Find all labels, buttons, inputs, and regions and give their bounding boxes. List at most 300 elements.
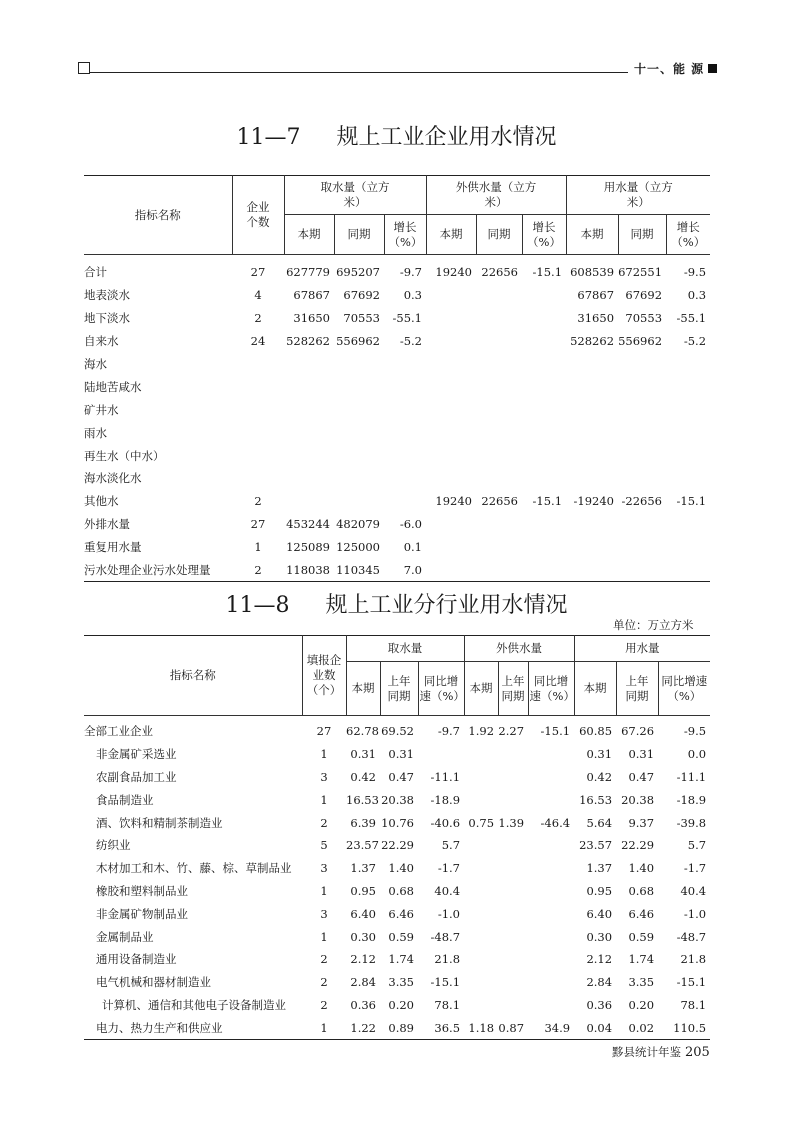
value-cell <box>528 857 574 880</box>
value-cell: 31650 <box>577 311 615 326</box>
row-label: 雨水 <box>84 425 107 440</box>
table-row <box>84 1016 710 1039</box>
value-cell <box>464 880 498 903</box>
value-cell: 31650 <box>293 311 330 326</box>
value-cell: -9.7 <box>437 724 461 739</box>
row-label: 陆地苦咸水 <box>84 379 142 394</box>
value-cell: 0.1 <box>403 540 422 555</box>
value-cell: 22.29 <box>381 838 414 853</box>
header-square-icon <box>78 62 90 74</box>
header-group-intake: 取水量（立方米） <box>284 176 426 215</box>
row-count-cell: 2 <box>254 563 262 578</box>
value-cell <box>666 444 710 467</box>
table-row <box>84 375 710 398</box>
value-cell <box>528 948 574 971</box>
value-cell: 23.57 <box>346 838 379 853</box>
value-cell: 1.74 <box>388 952 414 967</box>
value-cell <box>384 444 426 467</box>
row-label: 重复用水量 <box>84 540 142 555</box>
value-cell <box>464 971 498 994</box>
table-row <box>84 255 710 284</box>
value-cell: 1.40 <box>388 861 414 876</box>
value-cell: 2.27 <box>498 724 525 739</box>
value-cell: 34.9 <box>544 1020 571 1035</box>
value-cell: 67867 <box>293 288 330 303</box>
value-cell <box>666 536 710 559</box>
value-cell: 0.30 <box>350 929 376 944</box>
value-cell <box>334 444 384 467</box>
value-cell <box>522 421 566 444</box>
value-cell <box>498 834 528 857</box>
value-cell: 19240 <box>435 494 472 509</box>
row-label: 污水处理企业污水处理量 <box>84 563 211 578</box>
value-cell: 16.53 <box>346 792 379 807</box>
header-sub-current: 本期 <box>574 662 616 716</box>
value-cell: 5.64 <box>586 815 613 830</box>
value-cell: -40.6 <box>430 815 461 830</box>
header-sub-current: 本期 <box>566 215 618 255</box>
value-cell <box>476 513 522 536</box>
value-cell: -19240 <box>573 494 615 509</box>
table1-title <box>0 120 793 151</box>
row-count-cell: 2 <box>320 815 328 830</box>
value-cell: 0.36 <box>350 997 376 1012</box>
row-count-cell: 1 <box>320 1020 328 1035</box>
value-cell: 0.30 <box>586 929 613 944</box>
value-cell: -1.7 <box>683 861 707 876</box>
value-cell <box>476 398 522 421</box>
row-count-cell: 1 <box>320 929 328 944</box>
value-cell <box>418 743 464 766</box>
value-cell <box>284 444 334 467</box>
value-cell <box>384 467 426 490</box>
value-cell: 67.26 <box>621 724 655 739</box>
value-cell <box>426 421 476 444</box>
value-cell: 6.46 <box>388 906 414 921</box>
value-cell: -48.7 <box>676 929 707 944</box>
row-label: 酒、饮料和精制茶制造业 <box>96 815 223 830</box>
value-cell <box>334 375 384 398</box>
table-industrial-water-use <box>84 175 710 582</box>
value-cell: 0.68 <box>388 883 414 898</box>
value-cell: 1.22 <box>350 1020 376 1035</box>
row-count-cell <box>232 353 284 376</box>
header-group-supply: 外供水量 <box>464 636 574 662</box>
value-cell: -15.1 <box>430 975 461 990</box>
header-sub-growth: 增长（%） <box>384 215 426 255</box>
value-cell: 67692 <box>343 288 380 303</box>
table-row <box>84 536 710 559</box>
value-cell <box>426 330 476 353</box>
value-cell: -15.1 <box>540 724 571 739</box>
value-cell: 6.39 <box>350 815 376 830</box>
row-count-cell <box>232 444 284 467</box>
value-cell <box>522 467 566 490</box>
value-cell: -55.1 <box>676 311 707 326</box>
row-label: 海水淡化水 <box>84 471 142 486</box>
value-cell: 16.53 <box>579 792 613 807</box>
value-cell: 0.31 <box>388 747 414 762</box>
value-cell: 695207 <box>336 265 380 280</box>
value-cell: 556962 <box>618 334 663 349</box>
value-cell <box>464 766 498 789</box>
value-cell <box>498 971 528 994</box>
value-cell <box>284 467 334 490</box>
value-cell: 1.37 <box>586 861 613 876</box>
row-label: 地表淡水 <box>84 288 130 303</box>
value-cell <box>528 880 574 903</box>
value-cell <box>334 490 384 513</box>
table2-body <box>84 716 710 1040</box>
value-cell: 1.92 <box>468 724 495 739</box>
table-row <box>84 994 710 1017</box>
value-cell <box>566 536 618 559</box>
value-cell <box>464 948 498 971</box>
value-cell <box>384 398 426 421</box>
value-cell <box>334 398 384 421</box>
value-cell <box>384 375 426 398</box>
value-cell <box>334 421 384 444</box>
value-cell: 453244 <box>286 517 330 532</box>
table-row <box>84 284 710 307</box>
value-cell: 0.31 <box>628 747 655 762</box>
value-cell <box>464 994 498 1017</box>
value-cell: -9.7 <box>399 265 422 280</box>
value-cell: 23.57 <box>579 838 613 853</box>
value-cell: 1.74 <box>628 952 655 967</box>
header-sub-prior: 同期 <box>476 215 522 255</box>
value-cell <box>666 467 710 490</box>
value-cell: 0.47 <box>628 769 655 784</box>
value-cell <box>426 398 476 421</box>
table2-unit: 单位：万立方米 <box>613 618 694 632</box>
value-cell: 69.52 <box>381 724 414 739</box>
value-cell <box>528 766 574 789</box>
row-count-cell: 2 <box>254 311 262 326</box>
table-row <box>84 307 710 330</box>
value-cell <box>384 353 426 376</box>
header-sub-current: 本期 <box>284 215 334 255</box>
value-cell: -55.1 <box>392 311 422 326</box>
value-cell <box>426 559 476 582</box>
value-cell: 627779 <box>286 265 330 280</box>
value-cell <box>426 307 476 330</box>
value-cell <box>618 375 666 398</box>
row-label: 电力、热力生产和供应业 <box>96 1020 223 1035</box>
value-cell <box>284 421 334 444</box>
value-cell: 78.1 <box>680 997 707 1012</box>
value-cell <box>566 375 618 398</box>
value-cell: 0.20 <box>628 997 655 1012</box>
header-group-usage: 用水量 <box>574 636 710 662</box>
value-cell <box>528 834 574 857</box>
value-cell: 10.76 <box>381 815 414 830</box>
value-cell <box>618 421 666 444</box>
row-count-cell: 3 <box>320 906 328 921</box>
row-count-cell: 27 <box>316 724 332 739</box>
value-cell: -46.4 <box>540 815 571 830</box>
value-cell: 0.04 <box>586 1020 613 1035</box>
row-count-cell: 4 <box>254 288 262 303</box>
value-cell <box>618 513 666 536</box>
header-sub-prior: 同期 <box>334 215 384 255</box>
value-cell: -22656 <box>621 494 663 509</box>
value-cell <box>284 490 334 513</box>
value-cell: -1.7 <box>437 861 461 876</box>
table-row <box>84 353 710 376</box>
value-cell: 40.4 <box>680 883 707 898</box>
value-cell: 70553 <box>343 311 380 326</box>
value-cell: 110345 <box>336 563 380 578</box>
row-label: 自来水 <box>84 334 119 349</box>
value-cell: -11.1 <box>430 769 461 784</box>
value-cell <box>498 948 528 971</box>
table-row <box>84 971 710 994</box>
value-cell <box>498 766 528 789</box>
value-cell: -15.1 <box>676 975 707 990</box>
value-cell: 482079 <box>336 517 380 532</box>
row-count-cell: 24 <box>250 334 266 349</box>
table-row <box>84 444 710 467</box>
table2-number: 11—8 <box>225 593 290 618</box>
value-cell: 19240 <box>435 265 472 280</box>
value-cell <box>522 375 566 398</box>
value-cell <box>426 284 476 307</box>
header-sub-prior: 上年同期 <box>498 662 528 716</box>
value-cell <box>566 421 618 444</box>
row-count-cell: 2 <box>320 952 328 967</box>
value-cell: 0.36 <box>586 997 613 1012</box>
value-cell <box>528 902 574 925</box>
header-sub-prior: 上年同期 <box>616 662 658 716</box>
row-count-cell: 3 <box>320 861 328 876</box>
value-cell <box>522 513 566 536</box>
value-cell: -5.2 <box>683 334 707 349</box>
header-group-supply: 外供水量（立方米） <box>426 176 566 215</box>
value-cell: 70553 <box>625 311 663 326</box>
value-cell: 9.37 <box>628 815 655 830</box>
table-row <box>84 766 710 789</box>
chapter-label: 十一、能 源 <box>634 62 705 76</box>
value-cell: 1.39 <box>498 815 525 830</box>
table-row <box>84 513 710 536</box>
value-cell: 2.84 <box>350 975 376 990</box>
value-cell: 0.31 <box>586 747 613 762</box>
value-cell: 2.12 <box>350 952 376 967</box>
table1-title-text: 规上工业企业用水情况 <box>336 125 557 150</box>
value-cell <box>566 398 618 421</box>
value-cell: 0.75 <box>468 815 495 830</box>
value-cell <box>528 925 574 948</box>
value-cell <box>618 353 666 376</box>
table-row <box>84 559 710 582</box>
value-cell: -6.0 <box>399 517 422 532</box>
value-cell <box>464 834 498 857</box>
value-cell: 1.40 <box>628 861 655 876</box>
value-cell: 0.87 <box>498 1020 525 1035</box>
value-cell <box>522 284 566 307</box>
value-cell: 0.42 <box>350 769 376 784</box>
value-cell <box>618 536 666 559</box>
value-cell <box>476 307 522 330</box>
value-cell <box>426 513 476 536</box>
value-cell: 6.46 <box>628 906 655 921</box>
header-sub-prior: 上年同期 <box>380 662 418 716</box>
value-cell <box>476 330 522 353</box>
value-cell: 0.95 <box>586 883 613 898</box>
value-cell: 36.5 <box>434 1020 461 1035</box>
row-label: 纺织业 <box>96 838 131 853</box>
row-label: 金属制品业 <box>96 929 154 944</box>
row-count-cell: 1 <box>254 540 262 555</box>
value-cell: 22.29 <box>621 838 655 853</box>
value-cell: 672551 <box>618 265 663 280</box>
value-cell <box>528 971 574 994</box>
value-cell: 7.0 <box>403 563 422 578</box>
value-cell: 1.18 <box>468 1020 495 1035</box>
value-cell: 0.20 <box>388 997 414 1012</box>
header-sub-growth: 增长（%） <box>666 215 710 255</box>
value-cell <box>666 353 710 376</box>
row-count-cell: 5 <box>320 838 328 853</box>
header-sub-current: 本期 <box>464 662 498 716</box>
value-cell <box>666 559 710 582</box>
row-label: 橡胶和塑料制品业 <box>96 883 188 898</box>
value-cell: 2.84 <box>586 975 613 990</box>
value-cell: -9.5 <box>683 724 707 739</box>
value-cell <box>476 353 522 376</box>
value-cell <box>528 994 574 1017</box>
row-count-cell <box>232 375 284 398</box>
value-cell <box>528 743 574 766</box>
value-cell <box>284 353 334 376</box>
value-cell <box>522 398 566 421</box>
value-cell <box>666 513 710 536</box>
value-cell: 67867 <box>577 288 615 303</box>
value-cell <box>666 375 710 398</box>
value-cell <box>334 353 384 376</box>
value-cell <box>498 788 528 811</box>
value-cell <box>618 444 666 467</box>
value-cell <box>476 444 522 467</box>
value-cell: 21.8 <box>680 952 707 967</box>
footer-book-title: 黟县统计年鉴 <box>612 1045 681 1059</box>
value-cell <box>464 788 498 811</box>
value-cell <box>522 353 566 376</box>
value-cell: 528262 <box>570 334 615 349</box>
value-cell <box>284 398 334 421</box>
header-rule <box>90 72 628 73</box>
value-cell <box>464 743 498 766</box>
value-cell: -1.0 <box>437 906 461 921</box>
value-cell <box>464 925 498 948</box>
row-label: 地下淡水 <box>84 311 130 326</box>
table-row <box>84 467 710 490</box>
value-cell: 528262 <box>286 334 330 349</box>
value-cell <box>618 559 666 582</box>
value-cell: 60.85 <box>579 724 613 739</box>
table-row <box>84 880 710 903</box>
table-water-use-by-industry <box>84 635 710 1040</box>
value-cell: 21.8 <box>434 952 461 967</box>
value-cell: 118038 <box>286 563 330 578</box>
header-sub-yoy: 同比增速（%） <box>528 662 574 716</box>
value-cell <box>666 398 710 421</box>
header-reporting-count: 填报企业数（个） <box>302 636 346 716</box>
table-row <box>84 398 710 421</box>
value-cell <box>334 467 384 490</box>
value-cell <box>522 559 566 582</box>
chapter-header <box>634 60 717 77</box>
value-cell <box>426 375 476 398</box>
header-sub-yoy: 同比增速（%） <box>658 662 710 716</box>
value-cell <box>498 743 528 766</box>
value-cell <box>464 857 498 880</box>
row-label: 非金属矿物制品业 <box>96 906 188 921</box>
page-number: 205 <box>685 1045 710 1060</box>
table-row <box>84 902 710 925</box>
value-cell: 0.95 <box>350 883 376 898</box>
header-enterprise-count: 企业个数 <box>232 176 284 255</box>
row-label: 矿井水 <box>84 402 119 417</box>
value-cell <box>618 398 666 421</box>
row-count-cell: 27 <box>250 517 266 532</box>
value-cell <box>522 536 566 559</box>
value-cell: 0.68 <box>628 883 655 898</box>
value-cell: 0.3 <box>403 288 422 303</box>
table2-title <box>0 588 793 619</box>
value-cell: 125089 <box>286 540 330 555</box>
value-cell: 20.38 <box>381 792 414 807</box>
row-count-cell: 2 <box>320 975 328 990</box>
value-cell <box>566 353 618 376</box>
header-sub-prior: 同期 <box>618 215 666 255</box>
table-row <box>84 811 710 834</box>
value-cell <box>522 330 566 353</box>
value-cell: 0.47 <box>388 769 414 784</box>
value-cell <box>498 925 528 948</box>
value-cell: 556962 <box>336 334 380 349</box>
value-cell: 5.7 <box>687 838 707 853</box>
value-cell: 3.35 <box>388 975 414 990</box>
value-cell: 62.78 <box>346 724 379 739</box>
table-row <box>84 421 710 444</box>
table-row <box>84 716 710 743</box>
row-label: 其他水 <box>84 494 119 509</box>
value-cell: 40.4 <box>434 883 461 898</box>
value-cell: 6.40 <box>350 906 376 921</box>
value-cell: 125000 <box>336 540 380 555</box>
value-cell <box>566 444 618 467</box>
header-indicator-name: 指标名称 <box>84 636 302 716</box>
value-cell: 0.3 <box>687 288 707 303</box>
value-cell <box>498 880 528 903</box>
row-label: 计算机、通信和其他电子设备制造业 <box>102 997 286 1012</box>
table-row <box>84 948 710 971</box>
value-cell: -18.9 <box>430 792 461 807</box>
row-count-cell <box>232 467 284 490</box>
row-count-cell: 27 <box>250 265 266 280</box>
value-cell <box>528 788 574 811</box>
value-cell: 1.37 <box>350 861 376 876</box>
value-cell: 78.1 <box>434 997 461 1012</box>
value-cell: 67692 <box>625 288 663 303</box>
row-count-cell: 2 <box>320 997 328 1012</box>
table-row <box>84 788 710 811</box>
value-cell <box>498 857 528 880</box>
value-cell: -39.8 <box>676 815 707 830</box>
value-cell: 0.02 <box>628 1020 655 1035</box>
